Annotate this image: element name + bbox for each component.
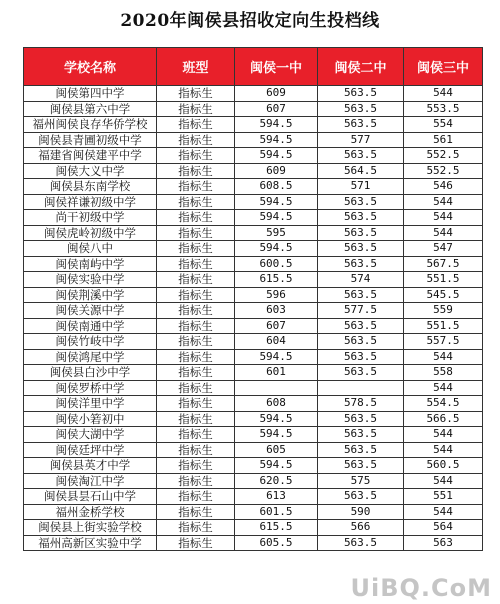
minhou-no2-score: 563.5 [318, 334, 404, 350]
header-school-name: 学校名称 [24, 48, 157, 86]
table-row [24, 163, 483, 179]
class-type-cell: 指标生 [157, 225, 235, 241]
table-row [24, 117, 483, 133]
minhou-no2-score: 564.5 [318, 163, 404, 179]
minhou-no3-score: 544 [404, 225, 483, 241]
minhou-no1-score: 594.5 [235, 458, 318, 474]
school-name-cell: 闽侯县英才中学 [24, 458, 157, 474]
school-name-cell: 闽侯竹岐中学 [24, 334, 157, 350]
header-minhou-no1: 闽侯一中 [235, 48, 318, 86]
minhou-no3-score: 552.5 [404, 163, 483, 179]
class-type-cell: 指标生 [157, 132, 235, 148]
table-row [24, 101, 483, 117]
class-type-cell: 指标生 [157, 86, 235, 102]
table-row [24, 241, 483, 257]
minhou-no1-score: 620.5 [235, 473, 318, 489]
class-type-cell: 指标生 [157, 520, 235, 536]
school-name-cell: 闽侯县青圃初级中学 [24, 132, 157, 148]
class-type-cell: 指标生 [157, 101, 235, 117]
minhou-no3-score: 545.5 [404, 287, 483, 303]
school-name-cell: 闽侯县上街实验学校 [24, 520, 157, 536]
minhou-no1-score: 615.5 [235, 272, 318, 288]
minhou-no3-score: 567.5 [404, 256, 483, 272]
class-type-cell: 指标生 [157, 256, 235, 272]
minhou-no3-score: 544 [404, 473, 483, 489]
table-row [24, 458, 483, 474]
table-row [24, 256, 483, 272]
school-name-cell: 闽侯小箬初中 [24, 411, 157, 427]
class-type-cell: 指标生 [157, 365, 235, 381]
minhou-no1-score: 594.5 [235, 427, 318, 443]
class-type-cell: 指标生 [157, 241, 235, 257]
minhou-no1-score: 601 [235, 365, 318, 381]
table-row [24, 365, 483, 381]
class-type-cell: 指标生 [157, 117, 235, 133]
minhou-no1-score: 594.5 [235, 117, 318, 133]
minhou-no3-score: 544 [404, 380, 483, 396]
minhou-no3-score: 561 [404, 132, 483, 148]
minhou-no2-score: 590 [318, 504, 404, 520]
school-name-cell: 闽侯县第六中学 [24, 101, 157, 117]
school-name-cell: 福州金桥学校 [24, 504, 157, 520]
minhou-no1-score: 609 [235, 163, 318, 179]
school-name-cell: 闽侯虎岭初级中学 [24, 225, 157, 241]
score-table [23, 47, 483, 551]
class-type-cell: 指标生 [157, 380, 235, 396]
class-type-cell: 指标生 [157, 179, 235, 195]
school-name-cell: 闽侯南屿中学 [24, 256, 157, 272]
minhou-no2-score: 563.5 [318, 411, 404, 427]
class-type-cell: 指标生 [157, 287, 235, 303]
school-name-cell: 闽侯关源中学 [24, 303, 157, 319]
table-row [24, 473, 483, 489]
class-type-cell: 指标生 [157, 318, 235, 334]
minhou-no3-score: 564 [404, 520, 483, 536]
class-type-cell: 指标生 [157, 163, 235, 179]
school-name-cell: 闽侯罗桥中学 [24, 380, 157, 396]
minhou-no2-score: 575 [318, 473, 404, 489]
table-row [24, 225, 483, 241]
minhou-no3-score: 563 [404, 535, 483, 551]
table-row [24, 318, 483, 334]
school-name-cell: 闽侯大义中学 [24, 163, 157, 179]
minhou-no3-score: 544 [404, 504, 483, 520]
class-type-cell: 指标生 [157, 473, 235, 489]
table-row [24, 287, 483, 303]
table-row [24, 520, 483, 536]
school-name-cell: 闽侯廷坪中学 [24, 442, 157, 458]
school-name-cell: 闽侯县白沙中学 [24, 365, 157, 381]
page-title: 2020年闽侯县招收定向生投档线 [120, 11, 380, 31]
minhou-no3-score: 551.5 [404, 272, 483, 288]
school-name-cell: 福建省闽侯建平中学 [24, 148, 157, 164]
header-minhou-no2: 闽侯二中 [318, 48, 404, 86]
school-name-cell: 闽侯南通中学 [24, 318, 157, 334]
minhou-no1-score: 604 [235, 334, 318, 350]
table-row [24, 411, 483, 427]
minhou-no3-score: 551.5 [404, 318, 483, 334]
minhou-no1-score: 608 [235, 396, 318, 412]
minhou-no2-score: 563.5 [318, 86, 404, 102]
table-row [24, 179, 483, 195]
minhou-no3-score: 558 [404, 365, 483, 381]
table-row [24, 334, 483, 350]
table-row [24, 427, 483, 443]
class-type-cell: 指标生 [157, 396, 235, 412]
minhou-no1-score: 613 [235, 489, 318, 505]
minhou-no3-score: 544 [404, 427, 483, 443]
minhou-no1-score: 596 [235, 287, 318, 303]
minhou-no3-score: 544 [404, 210, 483, 226]
minhou-no2-score: 578.5 [318, 396, 404, 412]
minhou-no3-score: 544 [404, 349, 483, 365]
school-name-cell: 闽侯第四中学 [24, 86, 157, 102]
minhou-no2-score: 571 [318, 179, 404, 195]
minhou-no3-score: 552.5 [404, 148, 483, 164]
class-type-cell: 指标生 [157, 303, 235, 319]
class-type-cell: 指标生 [157, 272, 235, 288]
school-name-cell: 闽侯大湖中学 [24, 427, 157, 443]
minhou-no1-score: 594.5 [235, 194, 318, 210]
table-row [24, 210, 483, 226]
table-row [24, 396, 483, 412]
school-name-cell: 福州高新区实验中学 [24, 535, 157, 551]
minhou-no3-score: 551 [404, 489, 483, 505]
minhou-no3-score: 554.5 [404, 396, 483, 412]
table-row [24, 489, 483, 505]
minhou-no1-score: 607 [235, 318, 318, 334]
minhou-no1-score: 615.5 [235, 520, 318, 536]
minhou-no1-score: 594.5 [235, 411, 318, 427]
minhou-no1-score: 600.5 [235, 256, 318, 272]
minhou-no2-score: 563.5 [318, 458, 404, 474]
minhou-no3-score: 544 [404, 86, 483, 102]
minhou-no2-score: 563.5 [318, 148, 404, 164]
class-type-cell: 指标生 [157, 489, 235, 505]
school-name-cell: 闽侯县昙石山中学 [24, 489, 157, 505]
minhou-no2-score: 563.5 [318, 225, 404, 241]
table-row [24, 132, 483, 148]
minhou-no3-score: 560.5 [404, 458, 483, 474]
minhou-no2-score: 563.5 [318, 287, 404, 303]
minhou-no2-score [318, 380, 404, 396]
minhou-no2-score: 563.5 [318, 210, 404, 226]
minhou-no1-score: 594.5 [235, 349, 318, 365]
minhou-no3-score: 554 [404, 117, 483, 133]
minhou-no2-score: 566 [318, 520, 404, 536]
minhou-no2-score: 563.5 [318, 442, 404, 458]
minhou-no2-score: 563.5 [318, 365, 404, 381]
school-name-cell: 尚干初级中学 [24, 210, 157, 226]
table-row [24, 303, 483, 319]
minhou-no2-score: 563.5 [318, 101, 404, 117]
class-type-cell: 指标生 [157, 427, 235, 443]
class-type-cell: 指标生 [157, 504, 235, 520]
school-name-cell: 闽侯八中 [24, 241, 157, 257]
minhou-no3-score: 553.5 [404, 101, 483, 117]
header-minhou-no3: 闽侯三中 [404, 48, 483, 86]
minhou-no2-score: 563.5 [318, 489, 404, 505]
class-type-cell: 指标生 [157, 458, 235, 474]
minhou-no1-score [235, 380, 318, 396]
minhou-no2-score: 563.5 [318, 349, 404, 365]
minhou-no2-score: 563.5 [318, 427, 404, 443]
minhou-no2-score: 563.5 [318, 194, 404, 210]
minhou-no1-score: 594.5 [235, 132, 318, 148]
class-type-cell: 指标生 [157, 148, 235, 164]
minhou-no1-score: 594.5 [235, 148, 318, 164]
table-row [24, 535, 483, 551]
header-class-type: 班型 [157, 48, 235, 86]
table-row [24, 86, 483, 102]
school-name-cell: 闽侯祥谦初级中学 [24, 194, 157, 210]
minhou-no2-score: 563.5 [318, 241, 404, 257]
minhou-no1-score: 603 [235, 303, 318, 319]
class-type-cell: 指标生 [157, 349, 235, 365]
minhou-no1-score: 594.5 [235, 241, 318, 257]
minhou-no3-score: 544 [404, 442, 483, 458]
class-type-cell: 指标生 [157, 535, 235, 551]
minhou-no1-score: 605.5 [235, 535, 318, 551]
class-type-cell: 指标生 [157, 210, 235, 226]
table-header [24, 48, 483, 86]
class-type-cell: 指标生 [157, 411, 235, 427]
minhou-no2-score: 577.5 [318, 303, 404, 319]
table-row [24, 272, 483, 288]
school-name-cell: 闽侯实验中学 [24, 272, 157, 288]
minhou-no3-score: 559 [404, 303, 483, 319]
minhou-no1-score: 607 [235, 101, 318, 117]
minhou-no2-score: 577 [318, 132, 404, 148]
minhou-no3-score: 557.5 [404, 334, 483, 350]
table-row [24, 194, 483, 210]
table-row [24, 349, 483, 365]
minhou-no3-score: 566.5 [404, 411, 483, 427]
minhou-no1-score: 609 [235, 86, 318, 102]
minhou-no2-score: 563.5 [318, 117, 404, 133]
class-type-cell: 指标生 [157, 334, 235, 350]
table-row [24, 380, 483, 396]
minhou-no1-score: 608.5 [235, 179, 318, 195]
table-row [24, 148, 483, 164]
school-name-cell: 闽侯洋里中学 [24, 396, 157, 412]
minhou-no1-score: 595 [235, 225, 318, 241]
minhou-no3-score: 547 [404, 241, 483, 257]
school-name-cell: 闽侯荆溪中学 [24, 287, 157, 303]
table-row [24, 442, 483, 458]
watermark: UiBQ.CoM [350, 574, 492, 602]
minhou-no1-score: 605 [235, 442, 318, 458]
table-body [24, 86, 483, 551]
school-name-cell: 闽侯鸿尾中学 [24, 349, 157, 365]
minhou-no1-score: 594.5 [235, 210, 318, 226]
class-type-cell: 指标生 [157, 442, 235, 458]
class-type-cell: 指标生 [157, 194, 235, 210]
minhou-no1-score: 601.5 [235, 504, 318, 520]
minhou-no2-score: 574 [318, 272, 404, 288]
minhou-no2-score: 563.5 [318, 318, 404, 334]
school-name-cell: 福州闽侯良存华侨学校 [24, 117, 157, 133]
school-name-cell: 闽侯县东南学校 [24, 179, 157, 195]
minhou-no2-score: 563.5 [318, 256, 404, 272]
minhou-no2-score: 563.5 [318, 535, 404, 551]
minhou-no3-score: 546 [404, 179, 483, 195]
minhou-no3-score: 544 [404, 194, 483, 210]
school-name-cell: 闽侯淘江中学 [24, 473, 157, 489]
table-row [24, 504, 483, 520]
